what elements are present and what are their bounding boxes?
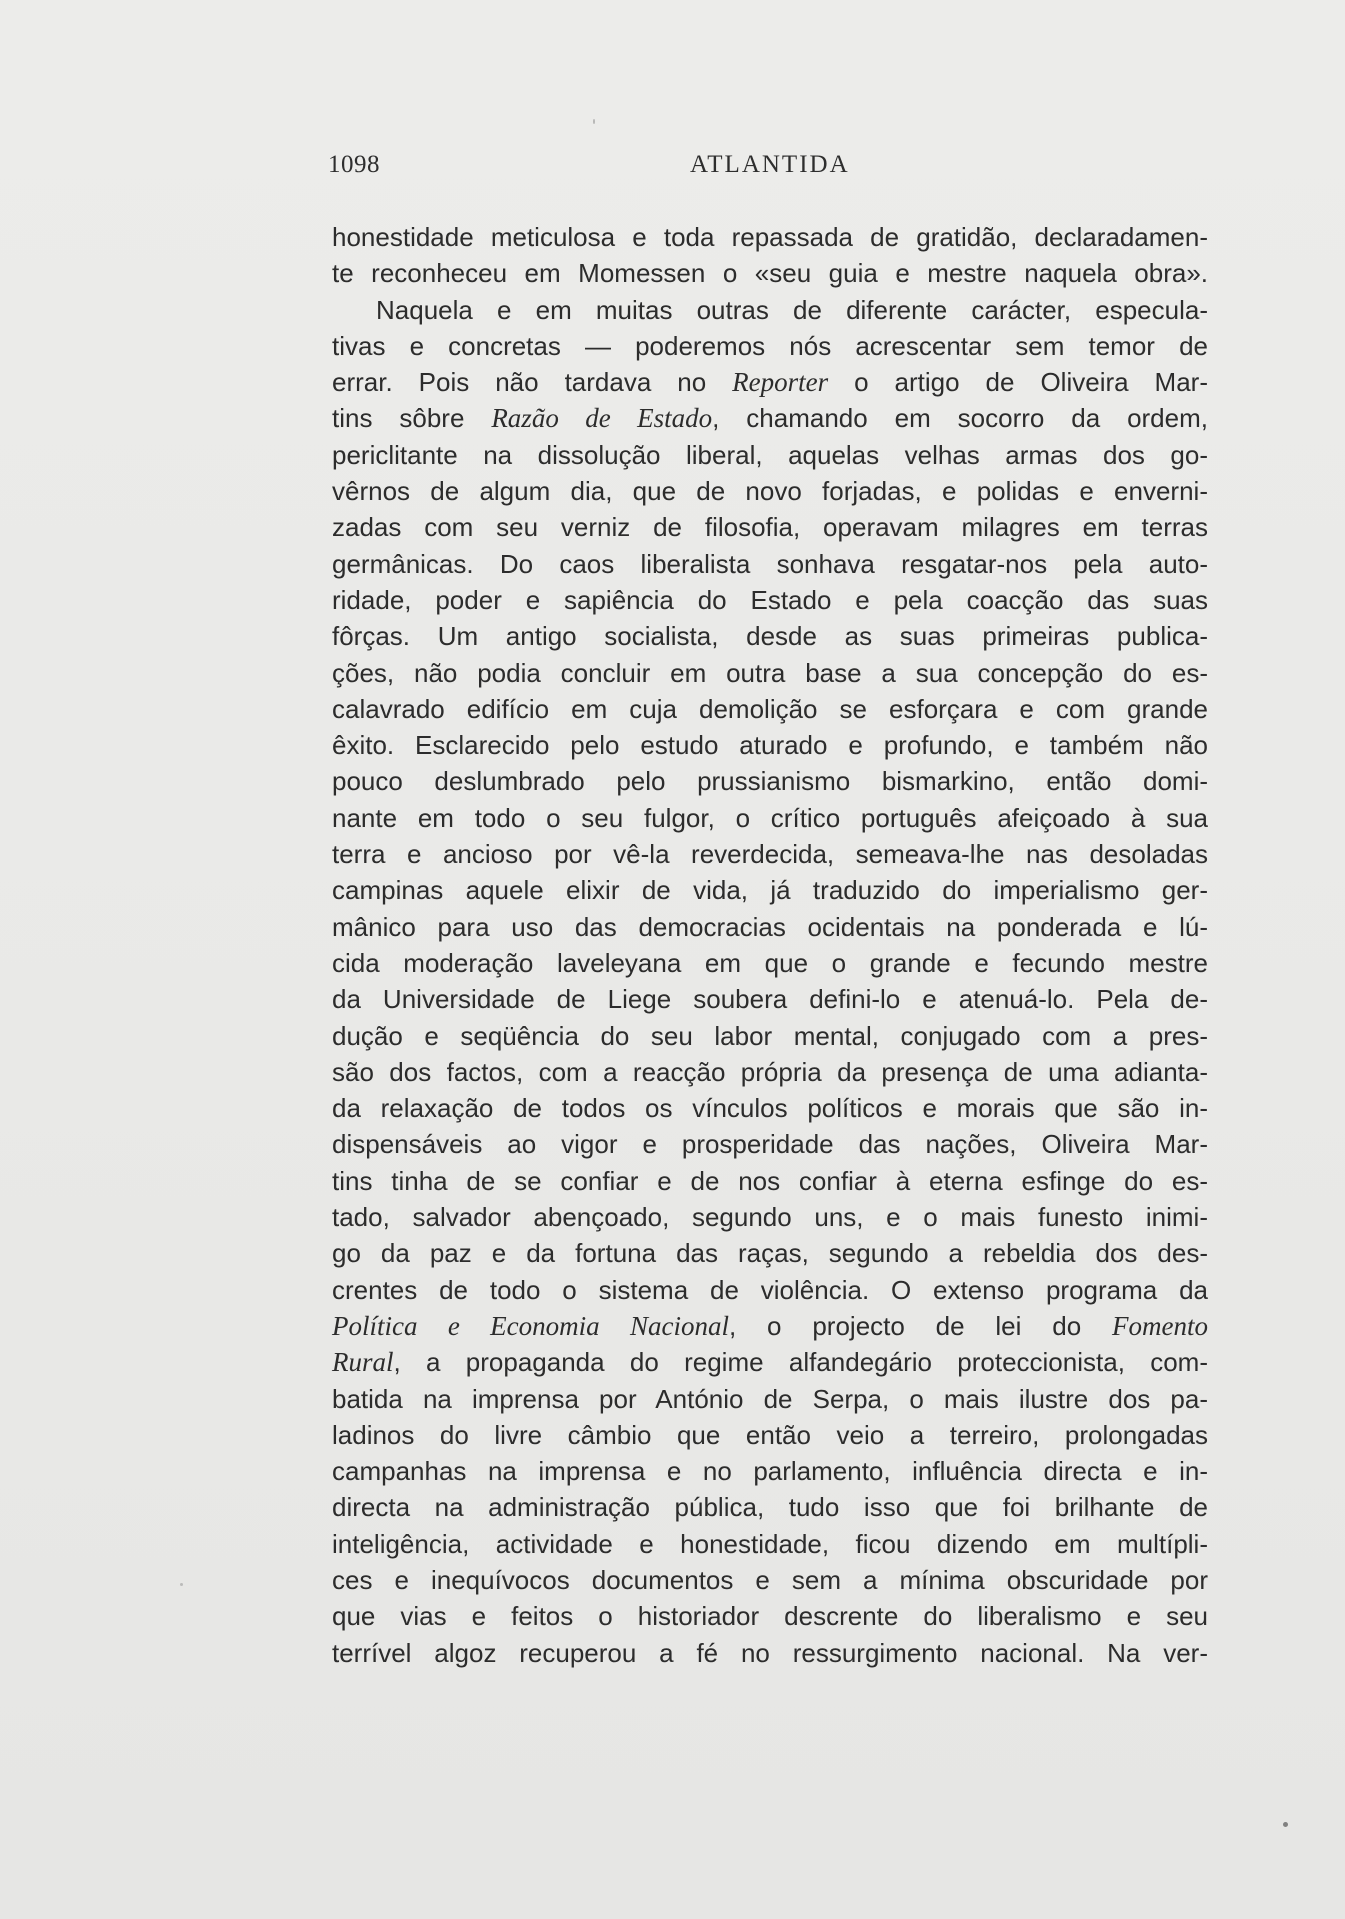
text-segment: campinas aquele elixir de vida, já traduzido do imperialismo ger- [332,875,1208,906]
text-line [332,1126,1208,1162]
text-line [332,909,1208,945]
text-segment: errar. Pois não tardava no [332,367,733,398]
text-segment: te reconheceu em Momessen o «seu guia e mestre naquela obra». [332,258,1208,289]
text-segment: zadas com seu verniz de filosofia, operavam milagres em terras [332,512,1208,543]
text-segment: inteligência, actividade e honestidade, ficou dizendo em multípli- [332,1528,1208,1559]
text-segment: da relaxação de todos os vínculos políticos e morais que são in- [332,1093,1208,1124]
italic-text: Razão de Estado [491,403,713,434]
text-segment: vêrnos de algum dia, que de novo forjadas, e polidas e enverni- [332,476,1208,507]
text-segment: ces e inequívocos documentos e sem a mínima obscuridade por [332,1564,1208,1595]
text-line [332,1417,1208,1453]
text-line [332,1381,1208,1417]
italic-text: Política e Economia Nacional [332,1310,729,1341]
text-segment: cida moderação laveleyana em que o grande e fecundo mestre [332,947,1208,978]
text-line [332,255,1208,291]
text-segment: fôrças. Um antigo socialista, desde as suas primeiras publica- [332,621,1208,652]
text-line [332,1163,1208,1199]
text-segment: êxito. Esclarecido pelo estudo aturado e profundo, e também não [332,730,1208,761]
text-line [332,836,1208,872]
text-segment: honestidade meticulosa e toda repassada de gratidão, declaradamen- [332,222,1208,252]
text-line [332,1308,1208,1344]
text-line [332,473,1208,509]
text-segment: dispensáveis ao vigor e prosperidade das nações, Oliveira Mar- [332,1129,1208,1160]
italic-text: Reporter [732,367,829,398]
text-line [332,546,1208,582]
text-segment: , o projecto de lei do [729,1310,1112,1341]
text-segment: campanhas na imprensa e no parlamento, influência directa e in- [332,1456,1208,1487]
text-line [332,219,1208,255]
text-segment: nante em todo o seu fulgor, o crítico português afeiçoado à sua [332,802,1208,833]
text-segment: directa na administração pública, tudo isso que foi brilhante de [332,1492,1208,1523]
text-line [332,1054,1208,1090]
text-line [332,945,1208,981]
text-segment: batida na imprensa por António de Serpa, o mais ilustre dos pa- [332,1383,1208,1414]
text-segment: tivas e concretas — poderemos nós acrescentar sem temor de [332,330,1208,361]
text-line [332,1090,1208,1126]
paper-speck [180,1583,183,1586]
text-line [332,292,1208,328]
text-segment: , a propaganda do regime alfandegário proteccionista, com- [393,1347,1208,1378]
text-segment: dução e seqüência do seu labor mental, conjugado com a pres- [332,1020,1208,1051]
page-number: 1098 [328,151,380,178]
text-segment: ções, não podia concluir em outra base a sua concepção do es- [332,657,1208,688]
text-line [332,400,1208,436]
text-segment: tado, salvador abençoado, segundo uns, e o mais funesto inimi- [332,1202,1208,1233]
text-line [332,618,1208,654]
text-line [332,872,1208,908]
text-line [332,1526,1208,1562]
text-line [332,1235,1208,1271]
text-segment: da Universidade de Liege soubera defini-lo e atenuá-lo. Pela de- [332,984,1208,1015]
text-segment: pouco deslumbrado pelo prussianismo bismarkino, então domi- [332,766,1208,797]
text-line [332,727,1208,763]
text-segment: são dos factos, com a reacção própria da presença de uma adianta- [332,1056,1208,1087]
text-segment: terra e ancioso por vê-la reverdecida, semeava-lhe nas desoladas [332,839,1208,870]
text-segment: tins tinha de se confiar e de nos confiar à eterna esfinge do es- [332,1165,1208,1196]
text-segment: ladinos do livre câmbio que então veio a terreiro, prolongadas [332,1419,1208,1450]
paper-speck [593,119,595,124]
text-line [332,509,1208,545]
text-segment: o artigo de Oliveira Mar- [828,367,1208,398]
text-line [332,1635,1208,1671]
text-segment: , chamando em socorro da ordem, [712,403,1208,434]
text-segment: Naquela e em muitas outras de diferente carácter, especula- [376,294,1208,325]
italic-text: Fomento [1112,1310,1208,1341]
body-text [332,219,1208,1671]
text-segment: tins sôbre [332,403,492,434]
text-line [332,582,1208,618]
text-line [332,1199,1208,1235]
text-segment: mânico para uso das democracias ocidentais na ponderada e lú- [332,911,1208,942]
text-line [332,1453,1208,1489]
text-line [332,691,1208,727]
paper-speck [1283,1822,1288,1827]
text-line [332,763,1208,799]
text-line [332,1598,1208,1634]
text-segment: periclitante na dissolução liberal, aquelas velhas armas dos go- [332,439,1208,470]
text-line [332,1272,1208,1308]
text-line [332,1489,1208,1525]
text-line [332,364,1208,400]
text-line [332,437,1208,473]
text-line [332,1018,1208,1054]
running-title: ATLANTIDA [690,151,850,178]
text-line [332,981,1208,1017]
text-line [332,1344,1208,1380]
text-segment: ridade, poder e sapiência do Estado e pela coacção das suas [332,584,1208,615]
text-line [332,800,1208,836]
text-segment: go da paz e da fortuna das raças, segundo a rebeldia dos des- [332,1238,1208,1269]
text-segment: germânicas. Do caos liberalista sonhava resgatar-nos pela auto- [332,548,1208,579]
text-line [332,328,1208,364]
italic-text: Rural [332,1347,394,1378]
page-header [328,151,1196,187]
text-line [332,655,1208,691]
text-segment: terrível algoz recuperou a fé no ressurgimento nacional. Na ver- [332,1637,1208,1668]
text-segment: que vias e feitos o historiador descrente do liberalismo e seu [332,1601,1208,1632]
text-line [332,1562,1208,1598]
text-segment: crentes de todo o sistema de violência. O extenso programa da [332,1274,1208,1305]
text-segment: calavrado edifício em cuja demolição se esforçara e com grande [332,693,1208,724]
